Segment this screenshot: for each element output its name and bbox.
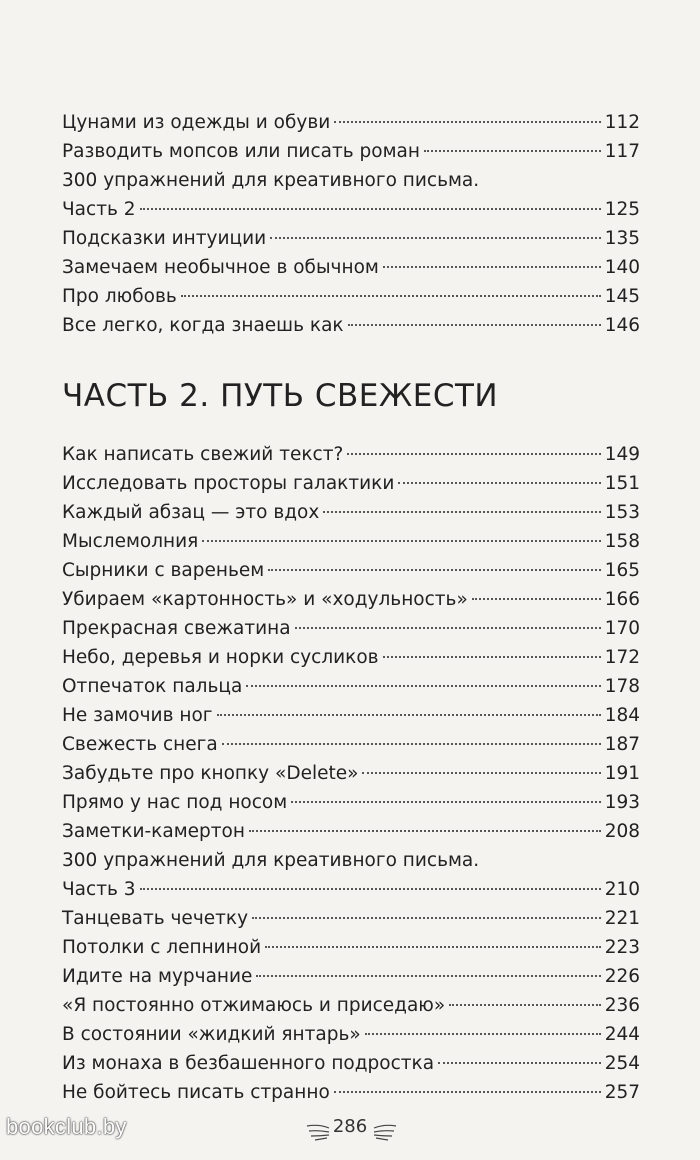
toc-entry (62, 498, 640, 527)
dot-leader (140, 888, 601, 890)
toc-entry (62, 166, 640, 195)
toc-entry-page: 178 (604, 676, 640, 697)
toc-entry-page: 140 (604, 257, 640, 278)
toc-entry-title: Заметки-камертон (62, 821, 245, 842)
dot-leader (217, 714, 601, 716)
toc-entry (62, 904, 640, 933)
toc-entry-page: 172 (604, 647, 640, 668)
dot-leader (252, 917, 601, 919)
toc-entry (62, 440, 640, 469)
toc-entry-title: Потолки с лепниной (62, 937, 262, 958)
toc-entry-page: 208 (604, 821, 640, 842)
dot-leader (347, 453, 600, 455)
toc-entry (62, 614, 640, 643)
toc-entry-title: Прямо у нас под носом (62, 792, 288, 813)
toc-entry-title: Каждый абзац — это вдох (62, 502, 320, 523)
toc-entry-page: 125 (604, 199, 640, 220)
toc-entry-title: 300 упражнений для креативного письма. (62, 170, 480, 191)
dot-leader (246, 685, 600, 687)
dot-leader (291, 801, 600, 803)
toc-entry-title: Убираем «картонность» и «ходульность» (62, 589, 468, 610)
toc-entry-page: 158 (604, 531, 640, 552)
toc-entry (62, 1049, 640, 1078)
dot-leader (362, 772, 600, 774)
dot-leader (472, 598, 601, 600)
toc-entry-page: 254 (604, 1053, 640, 1074)
toc-entry-page: 223 (604, 937, 640, 958)
section-title: ЧАСТЬ 2. ПУТЬ СВЕЖЕСТИ (62, 378, 499, 414)
toc-entry-page: 193 (604, 792, 640, 813)
toc-entry (62, 282, 640, 311)
dot-leader (202, 540, 600, 542)
toc-entry-title: Замечаем необычное в обычном (62, 257, 379, 278)
toc-entry (62, 556, 640, 585)
dot-leader (249, 830, 601, 832)
toc-entry (62, 962, 640, 991)
toc-entry (62, 1078, 640, 1107)
dot-leader (268, 569, 600, 571)
toc-entry-title: Мыслемолния (62, 531, 199, 552)
toc-entry-title: Про любовь (62, 286, 177, 307)
toc-entry-title: Отпечаток пальца (62, 676, 243, 697)
dot-leader (265, 946, 601, 948)
toc-entry (62, 224, 640, 253)
toc-entry-page: 226 (604, 966, 640, 987)
toc-entry-page: 165 (604, 560, 640, 581)
toc-entry-title: Сырники с вареньем (62, 560, 265, 581)
toc-entry (62, 311, 640, 340)
toc-entry-title: Из монаха в безбашенного подростка (62, 1053, 435, 1074)
toc-entry (62, 817, 640, 846)
toc-entry-title: Цунами из одежды и обуви (62, 112, 331, 133)
dot-leader (181, 295, 601, 297)
dot-leader (334, 121, 600, 123)
toc-entry-title: Разводить мопсов или писать роман (62, 141, 420, 162)
toc-entry-page: 170 (604, 618, 640, 639)
toc-entry (62, 991, 640, 1020)
toc-entry (62, 933, 640, 962)
watermark-logo: bookclub.by (6, 1114, 127, 1139)
toc-entry-title: Исследовать просторы галактики (62, 473, 395, 494)
toc-entry-title: Идите на мурчание (62, 966, 253, 987)
toc-entry-title: Как написать свежий текст? (62, 444, 344, 465)
toc-entry-title: Подсказки интуиции (62, 228, 267, 249)
toc-entry-title: Прекрасная свежатина (62, 618, 291, 639)
page-number: 286 (332, 1116, 368, 1137)
toc-entry-title: Часть 3 (62, 879, 136, 900)
toc-entry-page: 221 (604, 908, 640, 929)
dot-leader (383, 266, 601, 268)
toc-entry (62, 875, 640, 904)
toc-entry-page: 257 (604, 1082, 640, 1103)
dot-leader (256, 975, 600, 977)
toc-entry (62, 643, 640, 672)
toc-entry (62, 730, 640, 759)
toc-entry-title: 300 упражнений для креативного письма. (62, 850, 480, 871)
toc-list-bottom (62, 440, 640, 1107)
toc-entry (62, 195, 640, 224)
dot-leader (365, 1033, 601, 1035)
toc-entry (62, 846, 640, 875)
toc-entry-title: Часть 2 (62, 199, 136, 220)
toc-entry-page: 244 (604, 1024, 640, 1045)
dot-leader (323, 511, 600, 513)
toc-entry-page: 117 (604, 141, 640, 162)
dot-leader (334, 1091, 601, 1093)
toc-entry-title: «Я постоянно отжимаюсь и приседаю» (62, 995, 446, 1016)
dot-leader (398, 482, 600, 484)
dot-leader (140, 208, 601, 210)
dot-leader (438, 1062, 601, 1064)
toc-entry-page: 146 (604, 315, 640, 336)
toc-entry (62, 585, 640, 614)
toc-entry-page: 112 (604, 112, 640, 133)
toc-entry-page: 135 (604, 228, 640, 249)
toc-entry-page: 166 (604, 589, 640, 610)
toc-entry-page: 153 (604, 502, 640, 523)
toc-entry-page: 184 (604, 705, 640, 726)
toc-entry-title: Все легко, когда знаешь как (62, 315, 344, 336)
dot-leader (383, 656, 601, 658)
toc-entry-page: 210 (604, 879, 640, 900)
toc-entry-page: 151 (604, 473, 640, 494)
toc-entry (62, 1020, 640, 1049)
toc-entry-title: Не бойтесь писать странно (62, 1082, 330, 1103)
dot-leader (270, 237, 601, 239)
toc-list-top (62, 108, 640, 340)
dot-leader (348, 324, 601, 326)
toc-entry (62, 788, 640, 817)
toc-entry-page: 191 (604, 763, 640, 784)
dot-leader (449, 1004, 600, 1006)
toc-entry-title: В состоянии «жидкий янтарь» (62, 1024, 361, 1045)
flourish-right-icon (372, 1122, 398, 1142)
toc-entry (62, 253, 640, 282)
toc-entry-page: 145 (604, 286, 640, 307)
toc-entry-title: Небо, деревья и норки сусликов (62, 647, 379, 668)
dot-leader (424, 150, 601, 152)
toc-entry (62, 759, 640, 788)
toc-entry-title: Не замочив ног (62, 705, 213, 726)
toc-entry (62, 108, 640, 137)
toc-entry-title: Танцевать чечетку (62, 908, 249, 929)
toc-entry (62, 672, 640, 701)
dot-leader (295, 627, 601, 629)
toc-entry-page: 149 (604, 444, 640, 465)
toc-entry (62, 469, 640, 498)
toc-entry (62, 701, 640, 730)
toc-entry-page: 187 (604, 734, 640, 755)
toc-entry-title: Свежесть снега (62, 734, 218, 755)
toc-entry-title: Забудьте про кнопку «Delete» (62, 763, 359, 784)
toc-entry (62, 137, 640, 166)
toc-entry (62, 527, 640, 556)
dot-leader (222, 743, 601, 745)
toc-entry-page: 236 (604, 995, 640, 1016)
